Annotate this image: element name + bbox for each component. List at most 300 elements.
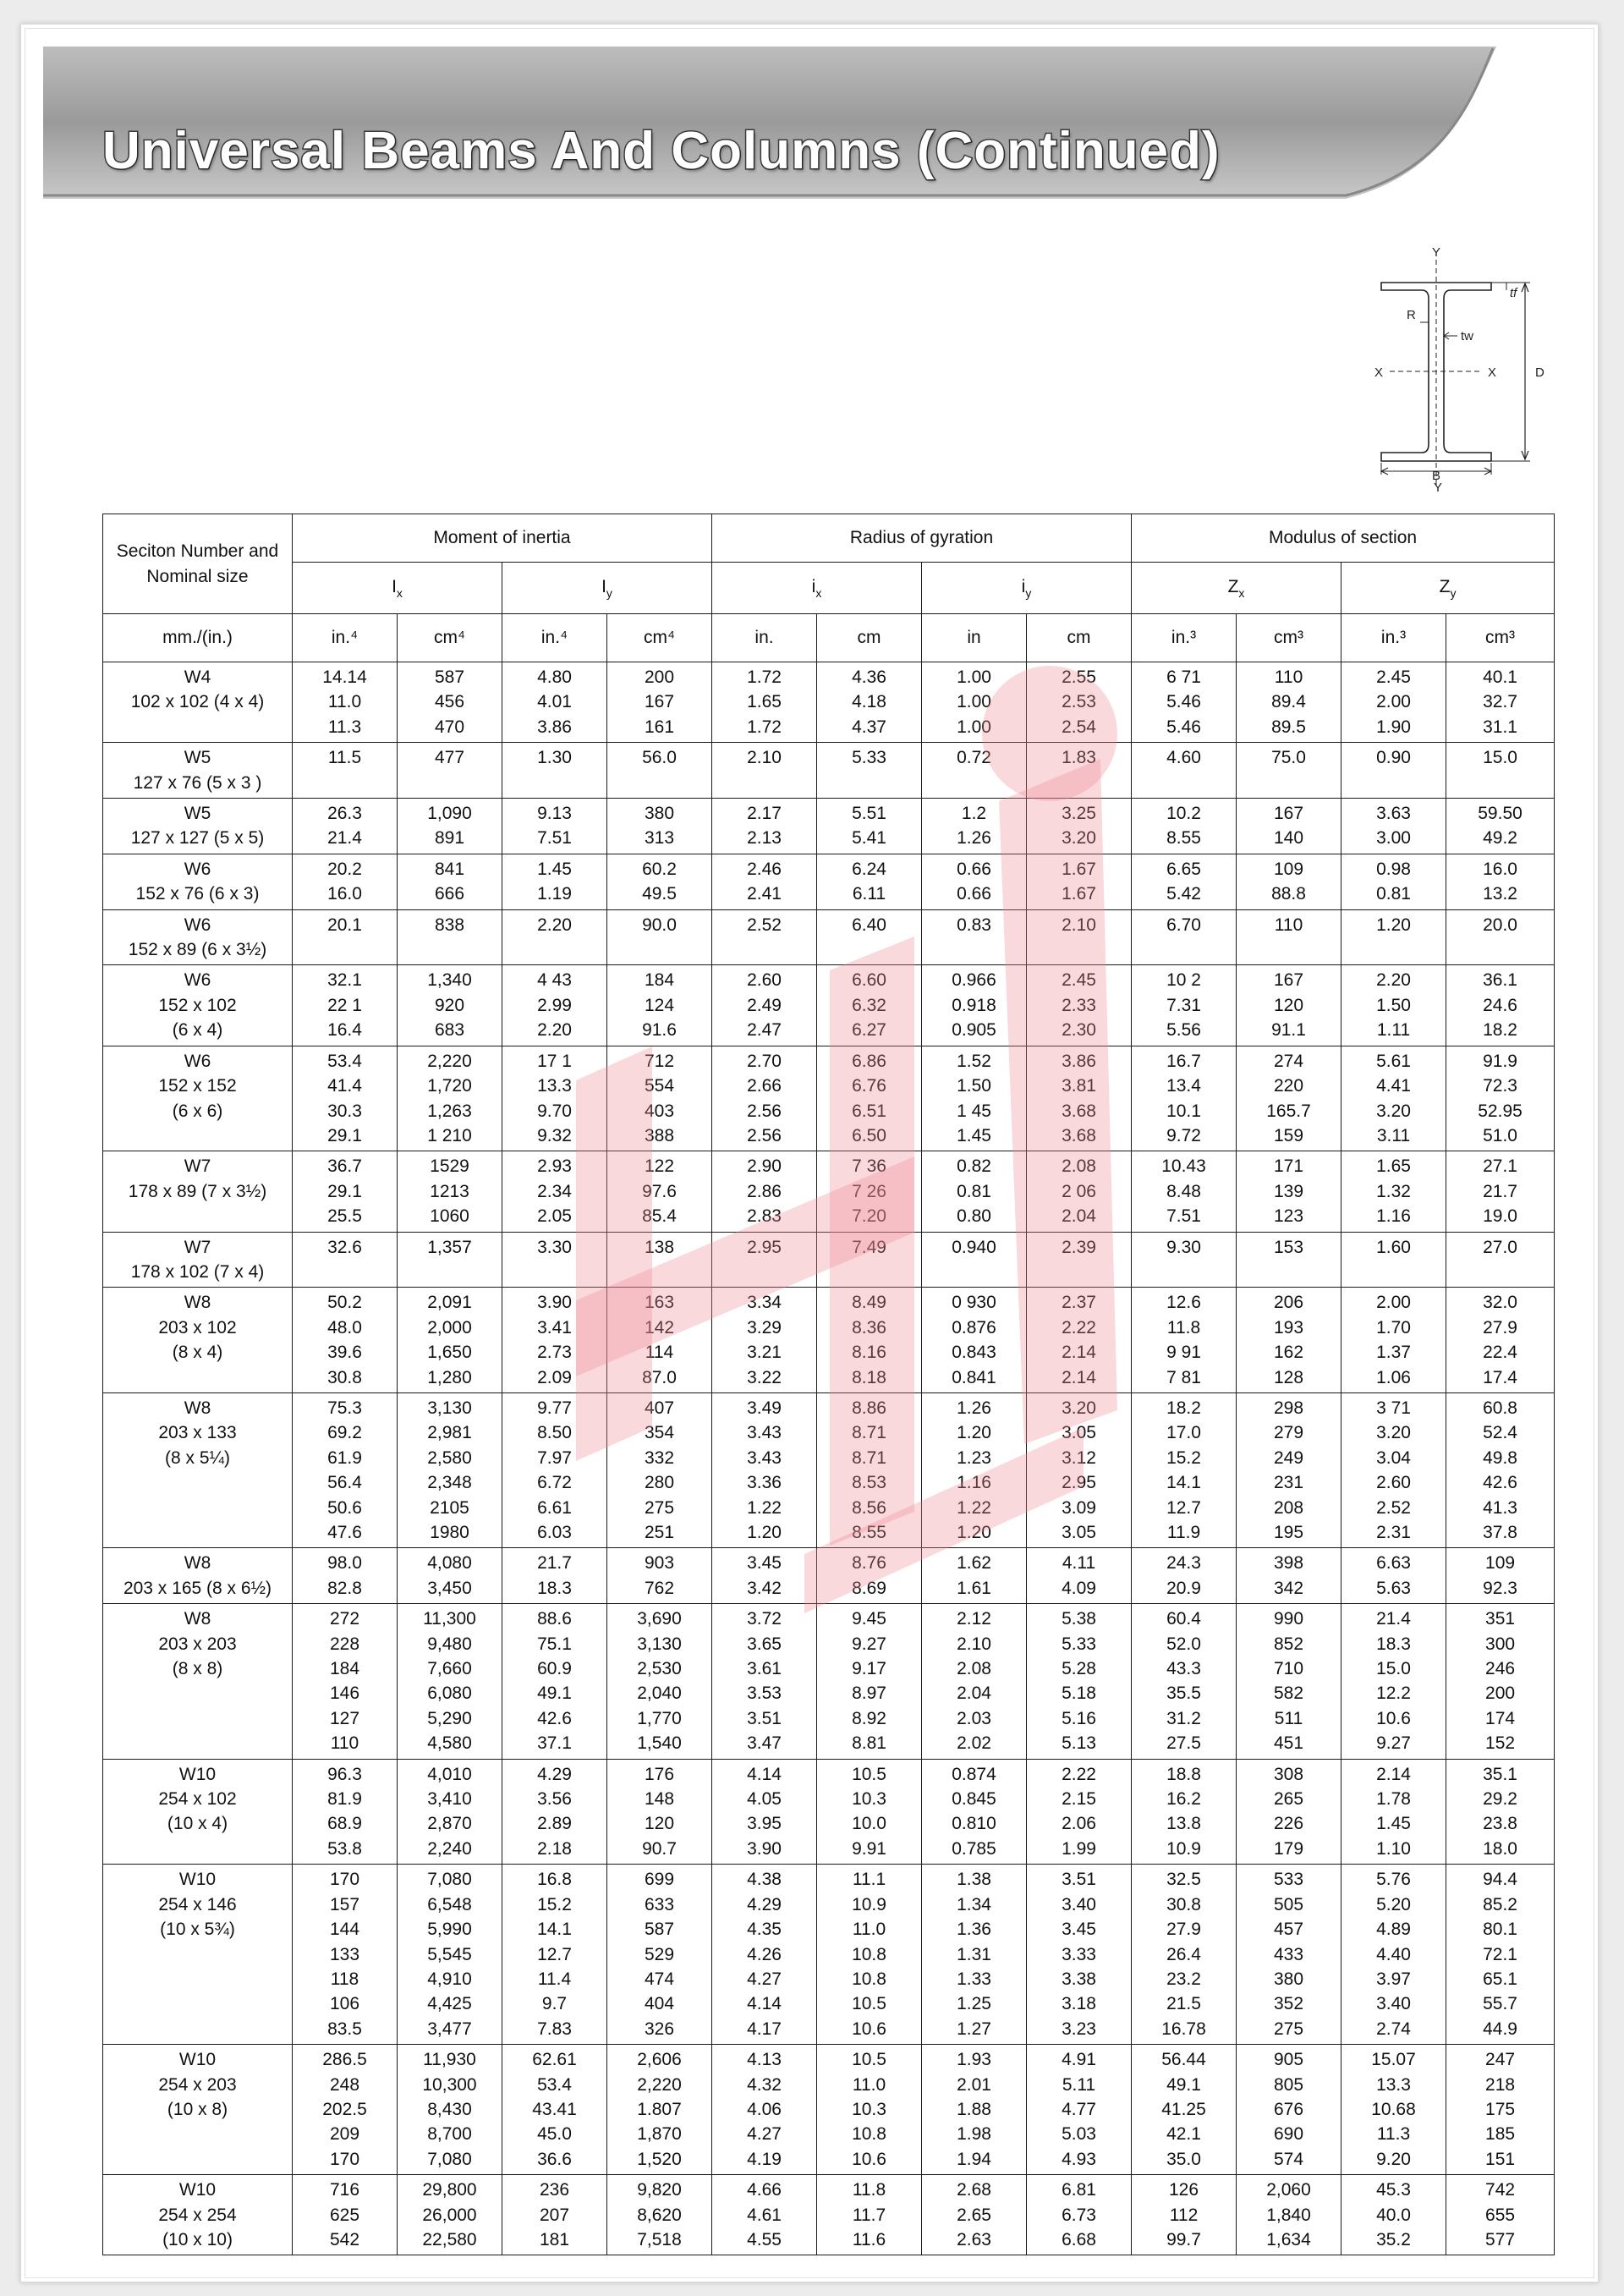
value-cell bbox=[817, 909, 922, 965]
value: 4,910 bbox=[427, 1969, 472, 1989]
value: 106 bbox=[329, 1994, 360, 2014]
value: 313 bbox=[644, 828, 675, 849]
value-cell bbox=[1027, 1604, 1132, 1759]
section-label: W10 bbox=[178, 2050, 217, 2070]
value: 587 bbox=[644, 1920, 675, 1940]
value: 10.0 bbox=[852, 1814, 886, 1834]
value: 1.20 bbox=[957, 1423, 991, 1443]
value: 2,870 bbox=[427, 1814, 472, 1834]
value: 1,540 bbox=[637, 1733, 682, 1754]
value-cell bbox=[398, 1046, 502, 1151]
value: 762 bbox=[644, 1578, 675, 1598]
value-cell bbox=[1446, 1865, 1555, 2045]
value: 16.0 bbox=[327, 884, 362, 904]
value: 11.8 bbox=[852, 2180, 886, 2200]
value: 4.41 bbox=[1376, 1076, 1411, 1096]
value: 2.63 bbox=[957, 2229, 991, 2249]
value-cell bbox=[712, 1392, 817, 1547]
table-row bbox=[103, 965, 1555, 1046]
value: 9,820 bbox=[637, 2180, 682, 2200]
value: 126 bbox=[1168, 2180, 1199, 2200]
value-cell bbox=[922, 1392, 1027, 1547]
value: 110 bbox=[1274, 667, 1303, 687]
value: 5.20 bbox=[1376, 1894, 1411, 1914]
value: 195 bbox=[1273, 1523, 1304, 1542]
table-row bbox=[103, 1151, 1555, 1232]
value: 49.8 bbox=[1483, 1447, 1517, 1468]
value: 3.81 bbox=[1062, 1076, 1096, 1096]
section-cell bbox=[103, 1548, 293, 1604]
unit-heading: in bbox=[922, 614, 1027, 662]
value: 40.1 bbox=[1483, 667, 1517, 687]
value: 48.0 bbox=[327, 1317, 362, 1338]
value-cell bbox=[922, 1288, 1027, 1393]
value: 1.94 bbox=[957, 2149, 991, 2169]
value: 1529 bbox=[430, 1156, 469, 1177]
value-cell bbox=[817, 662, 922, 743]
value: 2,000 bbox=[427, 1317, 472, 1338]
value: 11.0 bbox=[327, 692, 362, 712]
value: 1.34 bbox=[957, 1894, 991, 1914]
value: 17 1 bbox=[537, 1051, 572, 1071]
value: 11.4 bbox=[537, 1969, 572, 1989]
value-cell bbox=[1237, 743, 1341, 799]
value: 3.51 bbox=[747, 1708, 782, 1728]
value-cell bbox=[712, 1865, 817, 2045]
value-cell bbox=[1446, 2175, 1555, 2255]
value: 4.29 bbox=[747, 1894, 782, 1914]
value-cell bbox=[712, 1548, 817, 1604]
value: 10.6 bbox=[1376, 1708, 1411, 1728]
value: 37.1 bbox=[537, 1733, 572, 1754]
value: 10.6 bbox=[852, 2019, 886, 2039]
value: 21.4 bbox=[1376, 1609, 1411, 1629]
value: 805 bbox=[1273, 2074, 1304, 2095]
value: 1.83 bbox=[1062, 748, 1096, 768]
unit-heading: cm⁴ bbox=[398, 614, 502, 662]
value: 2.22 bbox=[1062, 1764, 1096, 1784]
value: 35.2 bbox=[1376, 2229, 1411, 2249]
value: 91.6 bbox=[642, 1020, 677, 1041]
value: 2.56 bbox=[747, 1101, 782, 1121]
table-row bbox=[103, 1759, 1555, 1865]
value: 4.14 bbox=[747, 1994, 782, 2014]
value: 8.69 bbox=[852, 1578, 886, 1598]
value: 2.14 bbox=[1062, 1367, 1096, 1387]
value: 30.3 bbox=[327, 1101, 362, 1121]
value-cell bbox=[1027, 1548, 1132, 1604]
value: 280 bbox=[644, 1473, 675, 1493]
value: 6,080 bbox=[427, 1684, 472, 1704]
value-cell bbox=[293, 1232, 398, 1288]
value-cell bbox=[502, 965, 607, 1046]
value: 5.41 bbox=[852, 828, 886, 849]
section-label: (10 x 4) bbox=[167, 1814, 228, 1834]
value: 6.65 bbox=[1166, 859, 1201, 879]
value: 1.20 bbox=[747, 1523, 782, 1542]
value-cell bbox=[398, 2175, 502, 2255]
section-label: 178 x 89 (7 x 3½) bbox=[128, 1181, 267, 1201]
value: 12.2 bbox=[1376, 1684, 1411, 1704]
value: 7.97 bbox=[537, 1447, 572, 1468]
section-cell bbox=[103, 1046, 293, 1151]
value: 587 bbox=[434, 667, 465, 687]
value: 2.14 bbox=[1376, 1764, 1411, 1784]
i-beam-section-diagram bbox=[1356, 244, 1559, 494]
value: 3.20 bbox=[1062, 1398, 1096, 1418]
value: 152 bbox=[1485, 1733, 1516, 1754]
value-cell bbox=[1446, 1151, 1555, 1232]
value-cell bbox=[502, 2045, 607, 2175]
unit-heading: mm./(in.) bbox=[103, 614, 293, 662]
value: 60.8 bbox=[1483, 1398, 1517, 1418]
value-cell bbox=[1027, 1151, 1132, 1232]
table-row bbox=[103, 1865, 1555, 2045]
value: 4.01 bbox=[537, 692, 572, 712]
value: 4.91 bbox=[1062, 2050, 1096, 2070]
value: 55.7 bbox=[1483, 1994, 1517, 2014]
value: 11.3 bbox=[327, 717, 362, 737]
value: 2,220 bbox=[637, 2074, 682, 2095]
section-label: (8 x 4) bbox=[172, 1343, 223, 1363]
value: 1,840 bbox=[1266, 2205, 1311, 2225]
value: 655 bbox=[1485, 2205, 1516, 2225]
value: 41.3 bbox=[1483, 1497, 1517, 1518]
value: 171 bbox=[1273, 1156, 1304, 1177]
value-cell bbox=[502, 662, 607, 743]
value-cell bbox=[293, 965, 398, 1046]
unit-heading: in.³ bbox=[1132, 614, 1237, 662]
value: 1.2 bbox=[961, 804, 987, 824]
value: 1.72 bbox=[747, 667, 782, 687]
value: 32.0 bbox=[1483, 1293, 1517, 1313]
value: 10.43 bbox=[1161, 1156, 1206, 1177]
value-cell bbox=[1237, 1548, 1341, 1604]
value: 68.9 bbox=[327, 1814, 362, 1834]
value: 4.27 bbox=[747, 2124, 782, 2145]
value: 122 bbox=[644, 1156, 675, 1177]
value: 0.98 bbox=[1376, 859, 1411, 879]
value-cell bbox=[607, 1548, 712, 1604]
value-cell bbox=[398, 799, 502, 854]
value-cell bbox=[398, 965, 502, 1046]
value-cell bbox=[1446, 965, 1555, 1046]
value: 2.65 bbox=[957, 2205, 991, 2225]
value: 202.5 bbox=[322, 2099, 367, 2119]
value: 142 bbox=[644, 1317, 675, 1338]
value-cell bbox=[1237, 1392, 1341, 1547]
value: 9,480 bbox=[427, 1634, 472, 1654]
value: 2.33 bbox=[1062, 995, 1096, 1015]
value: 18.2 bbox=[1166, 1398, 1201, 1418]
value: 505 bbox=[1273, 1894, 1304, 1914]
value-cell bbox=[1027, 1865, 1132, 2045]
value: 16.2 bbox=[1166, 1789, 1201, 1810]
value: 69.2 bbox=[327, 1423, 362, 1443]
diagram-label-r: R bbox=[1407, 308, 1416, 322]
value: 175 bbox=[1485, 2099, 1516, 2119]
value: 4,425 bbox=[427, 1994, 472, 2014]
value-cell bbox=[817, 1288, 922, 1393]
value: 220 bbox=[1273, 1076, 1304, 1096]
section-cell bbox=[103, 1604, 293, 1759]
value: 1,870 bbox=[637, 2124, 682, 2145]
value-cell bbox=[1341, 1288, 1446, 1393]
value: 2,220 bbox=[427, 1051, 472, 1071]
value: 7,518 bbox=[637, 2229, 682, 2249]
value: 9.27 bbox=[852, 1634, 886, 1654]
value: 49.2 bbox=[1483, 828, 1517, 849]
value: 3.20 bbox=[1376, 1101, 1411, 1121]
value: 133 bbox=[329, 1944, 360, 1964]
value: 1,720 bbox=[427, 1076, 472, 1096]
diagram-label-x-right: X bbox=[1488, 365, 1497, 380]
value: 21.7 bbox=[1483, 1181, 1517, 1201]
section-label: 102 x 102 (4 x 4) bbox=[130, 692, 265, 712]
value: 2.12 bbox=[957, 1609, 991, 1629]
section-label: W6 bbox=[184, 1051, 211, 1071]
value: 404 bbox=[644, 1994, 675, 2014]
value: 0.66 bbox=[957, 884, 991, 904]
value: 19.0 bbox=[1483, 1206, 1517, 1227]
value: 1060 bbox=[430, 1206, 469, 1227]
value: 2.10 bbox=[1062, 915, 1096, 935]
value-cell bbox=[817, 799, 922, 854]
value: 2.47 bbox=[747, 1020, 782, 1041]
value: 18.3 bbox=[1376, 1634, 1411, 1654]
value: 23.2 bbox=[1166, 1969, 1201, 1989]
value: 13.2 bbox=[1483, 884, 1517, 904]
value: 1.38 bbox=[957, 1870, 991, 1890]
value: 161 bbox=[644, 717, 675, 737]
value: 690 bbox=[1273, 2124, 1304, 2145]
value-cell bbox=[1027, 2045, 1132, 2175]
value: 10.8 bbox=[852, 1944, 886, 1964]
value: 1.36 bbox=[957, 1920, 991, 1940]
section-label: 254 x 102 bbox=[158, 1789, 237, 1810]
value: 3.40 bbox=[1062, 1894, 1096, 1914]
value: 451 bbox=[1273, 1733, 1304, 1754]
value: 6.68 bbox=[1062, 2229, 1096, 2249]
value: 170 bbox=[329, 2149, 360, 2169]
section-label: W7 bbox=[184, 1156, 211, 1177]
value: 2105 bbox=[430, 1497, 469, 1518]
value: 247 bbox=[1485, 2050, 1516, 2070]
value-cell bbox=[712, 909, 817, 965]
value: 2.20 bbox=[1376, 970, 1411, 991]
value: 308 bbox=[1273, 1764, 1304, 1784]
value: 236 bbox=[539, 2180, 570, 2200]
value: 2.10 bbox=[747, 748, 782, 768]
value-cell bbox=[712, 743, 817, 799]
value: 32.1 bbox=[327, 970, 362, 991]
value: 1.45 bbox=[957, 1125, 991, 1145]
value: 0.785 bbox=[952, 1838, 996, 1859]
value: 53.8 bbox=[327, 1838, 362, 1859]
value: 4.61 bbox=[747, 2205, 782, 2225]
value: 56.0 bbox=[642, 748, 677, 768]
value: 5.42 bbox=[1166, 884, 1201, 904]
value-cell bbox=[607, 1392, 712, 1547]
value: 676 bbox=[1273, 2099, 1304, 2119]
value: 2.37 bbox=[1062, 1293, 1096, 1313]
table-row bbox=[103, 1548, 1555, 1604]
value: 72.3 bbox=[1483, 1076, 1517, 1096]
value: 20.0 bbox=[1483, 915, 1517, 935]
value-cell bbox=[1027, 743, 1132, 799]
section-label: W6 bbox=[184, 859, 211, 879]
value: 4.06 bbox=[747, 2099, 782, 2119]
value: 2,040 bbox=[637, 1684, 682, 1704]
table-row bbox=[103, 743, 1555, 799]
value-cell bbox=[1132, 2175, 1237, 2255]
value-cell bbox=[1132, 799, 1237, 854]
section-label: 127 x 127 (5 x 5) bbox=[130, 828, 265, 849]
section-label: W8 bbox=[184, 1398, 211, 1418]
value: 2.00 bbox=[1376, 1293, 1411, 1313]
value: 59.50 bbox=[1478, 804, 1522, 824]
value: 5.18 bbox=[1062, 1684, 1096, 1704]
value: 15.2 bbox=[1166, 1447, 1201, 1468]
value: 9.70 bbox=[537, 1101, 572, 1121]
value: 2.45 bbox=[1062, 970, 1096, 991]
value: 20.9 bbox=[1166, 1578, 1201, 1598]
value: 4.93 bbox=[1062, 2149, 1096, 2169]
value: 82.8 bbox=[327, 1578, 362, 1598]
value: 18.2 bbox=[1483, 1020, 1517, 1041]
value: 3.47 bbox=[747, 1733, 782, 1754]
value: 1.11 bbox=[1376, 1020, 1411, 1041]
value: 3.11 bbox=[1376, 1125, 1411, 1145]
value-cell bbox=[817, 1232, 922, 1288]
value: 1.93 bbox=[957, 2050, 991, 2070]
value: 14.1 bbox=[1166, 1473, 1201, 1493]
section-cell bbox=[103, 2045, 293, 2175]
value: 11,930 bbox=[423, 2050, 476, 2070]
value: 98.0 bbox=[327, 1553, 362, 1574]
value: 1,650 bbox=[427, 1343, 472, 1363]
group-heading: Moment of inertia bbox=[293, 514, 712, 563]
value: 1.00 bbox=[957, 692, 991, 712]
value: 16.7 bbox=[1166, 1051, 1201, 1071]
value: 1.807 bbox=[637, 2099, 682, 2119]
value: 21.5 bbox=[1166, 1994, 1201, 2014]
value: 2.01 bbox=[957, 2074, 991, 2095]
section-label: 152 x 89 (6 x 3½) bbox=[128, 940, 267, 960]
value: 53.4 bbox=[537, 2074, 572, 2095]
value: 666 bbox=[434, 884, 465, 904]
value: 1,340 bbox=[427, 970, 472, 991]
value-cell bbox=[1446, 743, 1555, 799]
value: 179 bbox=[1273, 1838, 1304, 1859]
value-cell bbox=[293, 799, 398, 854]
value-cell bbox=[607, 965, 712, 1046]
value-cell bbox=[1446, 1288, 1555, 1393]
value-cell bbox=[1341, 662, 1446, 743]
value-cell bbox=[607, 854, 712, 909]
value-cell bbox=[398, 1288, 502, 1393]
value: 4.55 bbox=[747, 2229, 782, 2249]
value-cell bbox=[607, 2045, 712, 2175]
value: 0.905 bbox=[952, 1020, 996, 1041]
value: 3,477 bbox=[427, 2019, 472, 2039]
value: 11.3 bbox=[1376, 2124, 1411, 2145]
value: 8.86 bbox=[852, 1398, 886, 1418]
value-cell bbox=[1237, 1288, 1341, 1393]
value-cell bbox=[1027, 854, 1132, 909]
value: 2,580 bbox=[427, 1447, 472, 1468]
beam-table-container bbox=[102, 514, 1554, 2255]
value: 1.00 bbox=[957, 717, 991, 737]
diagram-label-tw: tw bbox=[1461, 329, 1473, 343]
value: 2,981 bbox=[427, 1423, 472, 1443]
value: 3.90 bbox=[747, 1838, 782, 1859]
value: 6.73 bbox=[1062, 2205, 1096, 2225]
value: 8.97 bbox=[852, 1684, 886, 1704]
value: 1.20 bbox=[1376, 915, 1411, 935]
value: 8,620 bbox=[637, 2205, 682, 2225]
value: 279 bbox=[1273, 1423, 1304, 1443]
value: 41.4 bbox=[327, 1076, 362, 1096]
value-cell bbox=[1132, 2045, 1237, 2175]
value: 22.4 bbox=[1483, 1343, 1517, 1363]
value: 6.86 bbox=[852, 1051, 886, 1071]
value: 1,770 bbox=[637, 1708, 682, 1728]
value: 554 bbox=[644, 1076, 675, 1096]
value: 300 bbox=[1485, 1634, 1516, 1654]
value-cell bbox=[1237, 2175, 1341, 2255]
value: 8.71 bbox=[852, 1423, 886, 1443]
value-cell bbox=[502, 1288, 607, 1393]
value: 2,240 bbox=[427, 1838, 472, 1859]
value: 209 bbox=[329, 2124, 360, 2145]
value-cell bbox=[712, 1759, 817, 1865]
value-cell bbox=[1341, 1392, 1446, 1547]
value-cell bbox=[1237, 1604, 1341, 1759]
value: 87.0 bbox=[642, 1367, 677, 1387]
value: 25.5 bbox=[327, 1206, 362, 1227]
value: 1.00 bbox=[957, 667, 991, 687]
unit-heading: cm³ bbox=[1446, 614, 1555, 662]
value: 0.90 bbox=[1376, 748, 1411, 768]
value: 2.08 bbox=[1062, 1156, 1096, 1177]
group-heading: Radius of gyration bbox=[712, 514, 1132, 563]
value: 2.52 bbox=[747, 915, 782, 935]
value: 6.72 bbox=[537, 1473, 572, 1493]
section-cell bbox=[103, 1232, 293, 1288]
table-row bbox=[103, 2175, 1555, 2255]
value: 1,357 bbox=[427, 1237, 472, 1257]
value: 6.51 bbox=[852, 1101, 886, 1121]
value: 4.09 bbox=[1062, 1578, 1096, 1598]
diagram-label-d: D bbox=[1535, 365, 1544, 380]
value: 8.55 bbox=[1166, 828, 1201, 849]
value-cell bbox=[1237, 662, 1341, 743]
value: 35.5 bbox=[1166, 1684, 1201, 1704]
value: 2.34 bbox=[537, 1181, 572, 1201]
value: 200 bbox=[1485, 1684, 1516, 1704]
value: 4.66 bbox=[747, 2180, 782, 2200]
value: 10,300 bbox=[422, 2074, 477, 2095]
value: 3.30 bbox=[537, 1237, 572, 1257]
value: 2.73 bbox=[537, 1343, 572, 1363]
value-cell bbox=[1237, 1046, 1341, 1151]
value: 90.7 bbox=[642, 1838, 677, 1859]
value: 1.33 bbox=[957, 1969, 991, 1989]
value: 0.82 bbox=[957, 1156, 991, 1177]
value: 2.14 bbox=[1062, 1343, 1096, 1363]
value: 742 bbox=[1485, 2180, 1516, 2200]
